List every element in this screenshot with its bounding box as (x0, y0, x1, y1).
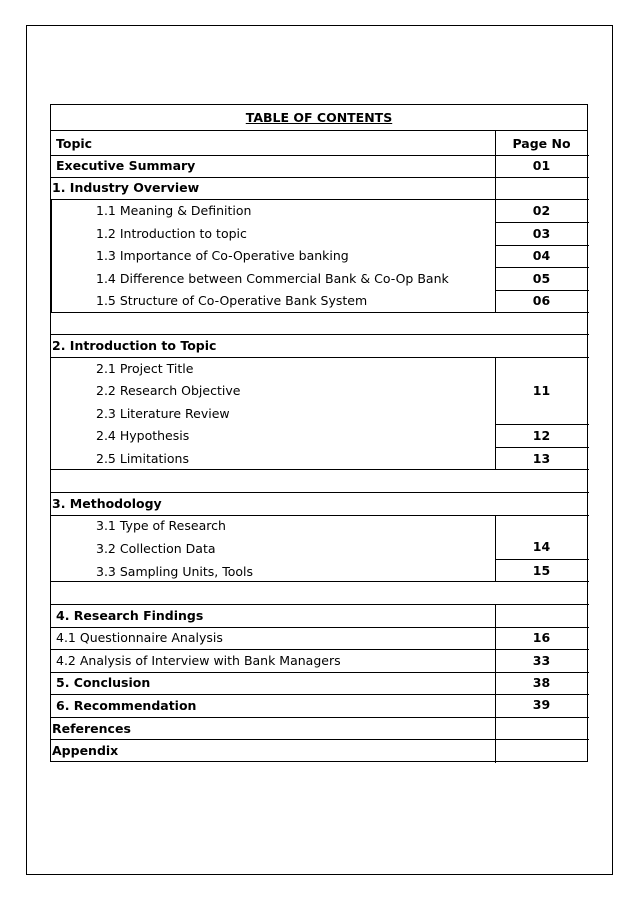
row-divider (51, 177, 589, 178)
row-divider (51, 155, 589, 156)
header-topic: Topic (56, 136, 93, 151)
row-divider (495, 424, 589, 425)
toc-entry: 1. Industry Overview (52, 180, 200, 195)
page-number: 38 (532, 675, 551, 690)
toc-entry: 4.2 Analysis of Interview with Bank Managers (56, 653, 341, 668)
row-divider (51, 739, 589, 740)
toc-entry: 4. Research Findings (56, 608, 204, 623)
toc-entry: 2. Introduction to Topic (52, 338, 217, 353)
toc-entry: 1.2 Introduction to topic (96, 226, 247, 241)
row-divider (51, 672, 589, 673)
header-page-no: Page No (512, 136, 571, 151)
row-divider (51, 334, 589, 335)
row-divider (51, 357, 589, 358)
page-number: 39 (532, 697, 551, 712)
toc-entry: 2.1 Project Title (96, 361, 194, 376)
toc-entry: 3.1 Type of Research (96, 518, 226, 533)
row-divider (495, 447, 589, 448)
page-number: 11 (532, 383, 551, 398)
row-divider (51, 581, 589, 582)
toc-entry: 5. Conclusion (56, 675, 151, 690)
row-divider (495, 559, 589, 560)
toc-entry: 1.4 Difference between Commercial Bank & Co-Op Bank (96, 271, 449, 286)
toc-entry: 3.3 Sampling Units, Tools (96, 564, 254, 579)
toc-entry: 4.1 Questionnaire Analysis (56, 630, 223, 645)
toc-entry: 3. Methodology (52, 496, 162, 511)
toc-entry: 2.2 Research Objective (96, 383, 241, 398)
toc-title: TABLE OF CONTENTS (245, 110, 393, 125)
toc-entry: 1.5 Structure of Co-Operative Bank System (96, 293, 368, 308)
page-number: 13 (532, 451, 551, 466)
row-divider (51, 492, 589, 493)
page-number: 33 (532, 653, 551, 668)
toc-entry: 2.5 Limitations (96, 451, 189, 466)
toc-entry: 6. Recommendation (56, 698, 197, 713)
page-number: 04 (532, 248, 551, 263)
page-number: 12 (532, 428, 551, 443)
table-of-contents (50, 104, 588, 762)
page-number: 14 (532, 539, 551, 554)
row-divider (51, 515, 589, 516)
page-number: 01 (532, 158, 551, 173)
page-number: 16 (532, 630, 551, 645)
row-divider (51, 469, 589, 470)
row-divider (495, 222, 589, 223)
row-divider (51, 199, 589, 200)
page-number: 05 (532, 271, 551, 286)
toc-entry: 2.4 Hypothesis (96, 428, 190, 443)
toc-entry: Appendix (52, 743, 119, 758)
row-divider (51, 694, 589, 695)
toc-entry: References (52, 721, 131, 736)
toc-entry: 1.3 Importance of Co-Operative banking (96, 248, 349, 263)
row-divider (51, 649, 589, 650)
row-divider (51, 604, 589, 605)
toc-title-row (51, 105, 587, 131)
row-divider (51, 312, 589, 313)
page-number: 02 (532, 203, 551, 218)
page-number: 06 (532, 293, 551, 308)
page-number: 15 (532, 563, 551, 578)
column-divider (51, 199, 52, 312)
toc-entry: 2.3 Literature Review (96, 406, 230, 421)
row-divider (495, 245, 589, 246)
row-divider (495, 290, 589, 291)
toc-entry: 3.2 Collection Data (96, 541, 216, 556)
page-number: 03 (532, 226, 551, 241)
row-divider (495, 267, 589, 268)
row-divider (51, 627, 589, 628)
toc-entry: Executive Summary (56, 158, 196, 173)
toc-entry: 1.1 Meaning & Definition (96, 203, 252, 218)
row-divider (51, 717, 589, 718)
